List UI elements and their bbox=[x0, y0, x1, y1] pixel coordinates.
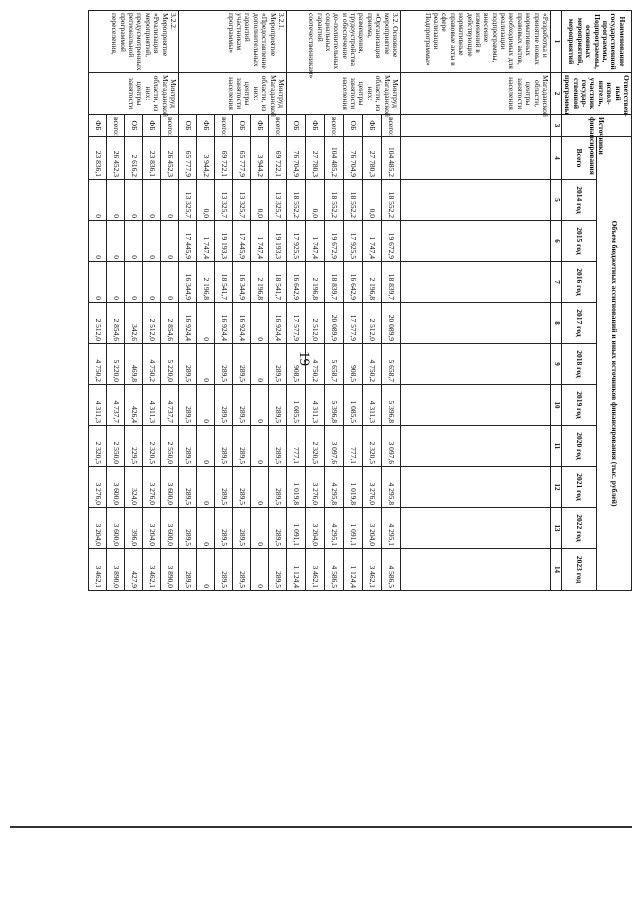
empty-cell bbox=[401, 549, 551, 591]
year-value: 3 276,0 bbox=[89, 467, 107, 508]
empty-cell bbox=[401, 221, 551, 262]
year-value: 20 089,9 bbox=[382, 303, 401, 344]
column-index: 4 bbox=[551, 137, 562, 180]
empty-cell bbox=[401, 180, 551, 221]
responsible-executor: Магаданской области, центры занятости населения bbox=[401, 73, 551, 115]
table-row bbox=[401, 11, 551, 591]
total-value: 3 944,2 bbox=[251, 137, 269, 180]
year-value: 0 bbox=[251, 549, 269, 591]
year-value: 0 bbox=[197, 549, 215, 591]
year-value: 289,5 bbox=[179, 344, 197, 385]
year-value: 2 196,8 bbox=[251, 262, 269, 303]
year-value: 427,9 bbox=[125, 549, 143, 591]
year-value: 20 089,9 bbox=[325, 303, 344, 344]
responsible-executor: Минтруд Магаданской области, из них: центры занятости населения bbox=[287, 73, 401, 115]
year-value: 0 bbox=[251, 385, 269, 426]
year-value: 289,5 bbox=[179, 549, 197, 591]
year-value: 4 295,1 bbox=[325, 508, 344, 549]
total-value: 76 704,9 bbox=[344, 137, 363, 180]
year-value: 908,5 bbox=[287, 344, 306, 385]
total-value: 26 452,3 bbox=[161, 137, 179, 180]
header-year: 2023 год bbox=[561, 549, 596, 591]
year-value: 777,1 bbox=[344, 426, 363, 467]
year-value: 289,5 bbox=[269, 508, 287, 549]
empty-cell bbox=[401, 426, 551, 467]
funding-source: ОБ bbox=[179, 115, 197, 137]
total-value: 76 704,9 bbox=[287, 137, 306, 180]
year-value: 289,5 bbox=[179, 385, 197, 426]
year-value: 4 586,5 bbox=[382, 549, 401, 591]
year-value: 16 924,4 bbox=[215, 303, 233, 344]
year-value: 5 396,8 bbox=[382, 385, 401, 426]
year-value: 0 bbox=[107, 180, 125, 221]
funding-source: ФБ bbox=[363, 115, 382, 137]
bottom-rule bbox=[10, 826, 632, 828]
year-value: 0 bbox=[89, 180, 107, 221]
year-value: 5 658,7 bbox=[325, 344, 344, 385]
year-value: 0 bbox=[143, 262, 161, 303]
year-value: 1 019,8 bbox=[344, 467, 363, 508]
header-year: 2019 год bbox=[561, 385, 596, 426]
year-value: 19 193,3 bbox=[269, 221, 287, 262]
year-value: 5 396,8 bbox=[325, 385, 344, 426]
funding-source: ОБ bbox=[287, 115, 306, 137]
year-value: 3 097,6 bbox=[325, 426, 344, 467]
year-value: 0 bbox=[143, 221, 161, 262]
year-value: 289,5 bbox=[179, 426, 197, 467]
year-value: 4 737,7 bbox=[107, 385, 125, 426]
year-value: 0,0 bbox=[251, 180, 269, 221]
year-value: 3 600,0 bbox=[161, 467, 179, 508]
year-value: 3 890,0 bbox=[107, 549, 125, 591]
column-index: 7 bbox=[551, 262, 562, 303]
year-value: 289,5 bbox=[215, 549, 233, 591]
year-value: 469,8 bbox=[125, 344, 143, 385]
table-body bbox=[89, 11, 551, 591]
year-value: 17 925,5 bbox=[344, 221, 363, 262]
funding-source: всего: bbox=[269, 115, 287, 137]
year-value: 17 577,9 bbox=[344, 303, 363, 344]
funding-source: всего: bbox=[382, 115, 401, 137]
year-value: 16 924,4 bbox=[269, 303, 287, 344]
empty-cell bbox=[401, 344, 551, 385]
year-value: 0 bbox=[251, 467, 269, 508]
year-value: 289,5 bbox=[179, 467, 197, 508]
year-value: 17 925,5 bbox=[287, 221, 306, 262]
empty-cell bbox=[401, 262, 551, 303]
column-index: 8 bbox=[551, 303, 562, 344]
total-value: 23 836,1 bbox=[89, 137, 107, 180]
year-value: 3 204,0 bbox=[143, 508, 161, 549]
year-value: 342,6 bbox=[125, 303, 143, 344]
column-index: 3 bbox=[551, 115, 562, 137]
total-value: 27 780,3 bbox=[363, 137, 382, 180]
header-year: 2014 год bbox=[561, 180, 596, 221]
table-row bbox=[269, 11, 287, 591]
year-value: 289,5 bbox=[269, 467, 287, 508]
year-value: 0 bbox=[197, 344, 215, 385]
year-value: 0 bbox=[125, 262, 143, 303]
responsible-executor: Минтруд Магаданской области, из них: центры занятости bbox=[89, 73, 179, 115]
year-value: 3 097,6 bbox=[382, 426, 401, 467]
year-value: 13 325,7 bbox=[215, 180, 233, 221]
year-value: 5 220,0 bbox=[161, 344, 179, 385]
year-value: 3 600,0 bbox=[107, 467, 125, 508]
year-value: 2 854,6 bbox=[161, 303, 179, 344]
year-value: 3 276,0 bbox=[363, 467, 382, 508]
column-index: 13 bbox=[551, 508, 562, 549]
year-value: 19 672,9 bbox=[382, 221, 401, 262]
year-value: 1 747,4 bbox=[306, 221, 325, 262]
year-value: 0 bbox=[251, 303, 269, 344]
year-value: 17 577,9 bbox=[287, 303, 306, 344]
year-value: 777,1 bbox=[287, 426, 306, 467]
year-value: 0 bbox=[251, 426, 269, 467]
year-value: 289,5 bbox=[233, 426, 251, 467]
funding-source: всего: bbox=[161, 115, 179, 137]
year-value: 13 325,7 bbox=[233, 180, 251, 221]
responsible-executor: Минтруд Магаданской области, из них: центры занятости населения bbox=[179, 73, 287, 115]
year-value: 4 311,3 bbox=[306, 385, 325, 426]
page-number: 19 bbox=[296, 351, 312, 366]
total-value: 69 722,1 bbox=[215, 137, 233, 180]
column-index: 5 bbox=[551, 180, 562, 221]
year-value: 1 085,5 bbox=[287, 385, 306, 426]
year-value: 0 bbox=[161, 262, 179, 303]
year-value: 3 462,1 bbox=[143, 549, 161, 591]
year-value: 1 747,4 bbox=[197, 221, 215, 262]
year-value: 2 320,5 bbox=[306, 426, 325, 467]
funding-source: ОБ bbox=[233, 115, 251, 137]
year-value: 18 839,7 bbox=[325, 262, 344, 303]
year-value: 3 462,1 bbox=[363, 549, 382, 591]
year-value: 1 124,4 bbox=[287, 549, 306, 591]
year-value: 1 085,5 bbox=[344, 385, 363, 426]
total-value: 26 452,3 bbox=[107, 137, 125, 180]
year-value: 2 320,5 bbox=[363, 426, 382, 467]
year-value: 13 325,7 bbox=[179, 180, 197, 221]
total-value: 3 944,2 bbox=[197, 137, 215, 180]
year-value: 0 bbox=[89, 221, 107, 262]
year-value: 18 552,2 bbox=[287, 180, 306, 221]
year-value: 2 550,0 bbox=[161, 426, 179, 467]
year-value: 0,0 bbox=[363, 180, 382, 221]
year-value: 0 bbox=[143, 180, 161, 221]
year-value: 289,5 bbox=[215, 508, 233, 549]
year-value: 5 220,0 bbox=[107, 344, 125, 385]
funding-source: всего: bbox=[215, 115, 233, 137]
total-value: 104 485,2 bbox=[382, 137, 401, 180]
year-value: 16 344,9 bbox=[233, 262, 251, 303]
total-value: 23 836,1 bbox=[143, 137, 161, 180]
year-value: 1 747,4 bbox=[363, 221, 382, 262]
header-year: 2018 год bbox=[561, 344, 596, 385]
funding-source: ФБ bbox=[306, 115, 325, 137]
year-value: 289,5 bbox=[215, 344, 233, 385]
funding-source: ОБ bbox=[125, 115, 143, 137]
year-value: 13 325,7 bbox=[269, 180, 287, 221]
year-value: 0 bbox=[197, 508, 215, 549]
header-year: 2016 год bbox=[561, 262, 596, 303]
empty-cell bbox=[401, 137, 551, 180]
funding-source: всего: bbox=[107, 115, 125, 137]
funding-source: всего: bbox=[325, 115, 344, 137]
year-value: 289,5 bbox=[269, 385, 287, 426]
year-value: 17 445,9 bbox=[179, 221, 197, 262]
year-value: 5 658,7 bbox=[382, 344, 401, 385]
header-year: 2020 год bbox=[561, 426, 596, 467]
header-year: 2021 год bbox=[561, 467, 596, 508]
empty-cell bbox=[401, 385, 551, 426]
year-value: 18 839,7 bbox=[382, 262, 401, 303]
year-value: 324,0 bbox=[125, 467, 143, 508]
year-value: 0 bbox=[197, 467, 215, 508]
year-value: 2 854,6 bbox=[107, 303, 125, 344]
empty-cell bbox=[401, 508, 551, 549]
column-index: 2 bbox=[551, 73, 562, 115]
year-value: 2 512,0 bbox=[363, 303, 382, 344]
total-value: 65 777,9 bbox=[233, 137, 251, 180]
funding-source: ФБ bbox=[89, 115, 107, 137]
year-value: 18 541,7 bbox=[215, 262, 233, 303]
column-index: 1 bbox=[551, 11, 562, 73]
year-value: 0,0 bbox=[197, 180, 215, 221]
year-value: 4 311,3 bbox=[363, 385, 382, 426]
year-value: 289,5 bbox=[179, 508, 197, 549]
year-value: 396,0 bbox=[125, 508, 143, 549]
year-value: 1 091,1 bbox=[287, 508, 306, 549]
header-year: 2017 год bbox=[561, 303, 596, 344]
year-value: 1 019,8 bbox=[287, 467, 306, 508]
year-value: 4 737,7 bbox=[161, 385, 179, 426]
column-index: 9 bbox=[551, 344, 562, 385]
funding-source: ОБ bbox=[344, 115, 363, 137]
year-value: 0 bbox=[251, 508, 269, 549]
year-value: 289,5 bbox=[233, 344, 251, 385]
year-value: 3 890,0 bbox=[161, 549, 179, 591]
column-index: 6 bbox=[551, 221, 562, 262]
year-value: 1 091,1 bbox=[344, 508, 363, 549]
total-value: 65 777,9 bbox=[179, 137, 197, 180]
year-value: 3 204,0 bbox=[363, 508, 382, 549]
year-value: 0,0 bbox=[306, 180, 325, 221]
year-value: 289,5 bbox=[233, 385, 251, 426]
year-value: 3 204,0 bbox=[89, 508, 107, 549]
year-value: 2 196,8 bbox=[363, 262, 382, 303]
year-value: 4 750,2 bbox=[143, 344, 161, 385]
year-value: 4 586,5 bbox=[325, 549, 344, 591]
measure-name: «Разработка и принятие новых нормативных правовых актов, необходимых для реализации подпрограммы, внесение изменений в действующие нормативные правовые акты в сфере реализации Подпрограммы» bbox=[401, 11, 551, 73]
funding-source: ФБ bbox=[143, 115, 161, 137]
year-value: 289,5 bbox=[233, 549, 251, 591]
year-value: 0 bbox=[161, 180, 179, 221]
year-value: 0 bbox=[197, 385, 215, 426]
measure-name: 3.2.2. Мероприятие «Реализация мероприятий, предусмотренных региональной программой переселения, bbox=[89, 11, 179, 73]
year-value: 18 552,2 bbox=[325, 180, 344, 221]
year-value: 229,5 bbox=[125, 426, 143, 467]
rotated-table-wrapper bbox=[93, 10, 632, 590]
header-total: Всего bbox=[561, 137, 596, 180]
year-value: 2 512,0 bbox=[143, 303, 161, 344]
year-value: 2 550,0 bbox=[107, 426, 125, 467]
header-name: Наименование государственной программы, Подпрограммы, основных мероприятий, мероприятий bbox=[561, 11, 631, 73]
year-value: 3 600,0 bbox=[161, 508, 179, 549]
table-row bbox=[161, 11, 179, 591]
year-value: 289,5 bbox=[269, 426, 287, 467]
year-value: 289,5 bbox=[215, 467, 233, 508]
year-value: 1 747,4 bbox=[251, 221, 269, 262]
year-value: 3 462,1 bbox=[89, 549, 107, 591]
year-value: 0 bbox=[251, 344, 269, 385]
total-value: 69 722,1 bbox=[269, 137, 287, 180]
header-responsible: Ответствен-ный испол-нитель, участник государ-ственной программы bbox=[561, 73, 631, 115]
year-value: 4 750,2 bbox=[89, 344, 107, 385]
measure-name: 3.2. Основное мероприятие «Организация приема, размещения, трудоустройства и обеспечение до-полнительных социальных гарантий соотечественникам» bbox=[287, 11, 401, 73]
year-value: 3 276,0 bbox=[306, 467, 325, 508]
year-value: 0 bbox=[125, 221, 143, 262]
year-value: 0 bbox=[125, 180, 143, 221]
year-value: 4 295,8 bbox=[325, 467, 344, 508]
year-value: 2 320,5 bbox=[143, 426, 161, 467]
total-value: 2 616,2 bbox=[125, 137, 143, 180]
column-index: 11 bbox=[551, 426, 562, 467]
header-volume: Объем бюджетных ассигнований и иных источников финансирования (тыс. рублей) bbox=[596, 137, 631, 591]
funding-source: ФБ bbox=[251, 115, 269, 137]
funding-source: ФБ bbox=[197, 115, 215, 137]
empty-cell bbox=[401, 115, 551, 137]
year-value: 3 276,0 bbox=[143, 467, 161, 508]
financing-table bbox=[88, 10, 632, 591]
year-value: 0 bbox=[197, 303, 215, 344]
year-value: 3 204,0 bbox=[306, 508, 325, 549]
year-value: 17 445,9 bbox=[233, 221, 251, 262]
year-value: 4 295,8 bbox=[382, 467, 401, 508]
year-value: 4 311,3 bbox=[89, 385, 107, 426]
measure-name: 3.2.1. Мероприятие «Предоставление дополнительных гарантий участникам программы» bbox=[179, 11, 287, 73]
year-value: 289,5 bbox=[269, 344, 287, 385]
year-value: 4 750,2 bbox=[363, 344, 382, 385]
year-value: 426,4 bbox=[125, 385, 143, 426]
year-value: 2 512,0 bbox=[306, 303, 325, 344]
year-value: 16 344,9 bbox=[179, 262, 197, 303]
year-value: 0 bbox=[161, 221, 179, 262]
year-value: 289,5 bbox=[215, 385, 233, 426]
year-value: 0 bbox=[107, 262, 125, 303]
year-value: 4 295,1 bbox=[382, 508, 401, 549]
year-value: 16 642,9 bbox=[287, 262, 306, 303]
year-value: 2 196,8 bbox=[197, 262, 215, 303]
year-value: 908,5 bbox=[344, 344, 363, 385]
year-value: 289,5 bbox=[269, 549, 287, 591]
year-value: 2 512,0 bbox=[89, 303, 107, 344]
year-value: 3 462,1 bbox=[306, 549, 325, 591]
year-value: 3 600,0 bbox=[107, 508, 125, 549]
year-value: 19 193,3 bbox=[215, 221, 233, 262]
year-value: 19 672,9 bbox=[325, 221, 344, 262]
total-value: 104 485,2 bbox=[325, 137, 344, 180]
year-value: 4 750,2 bbox=[306, 344, 325, 385]
year-value: 289,5 bbox=[215, 426, 233, 467]
header-year: 2022 год bbox=[561, 508, 596, 549]
year-value: 0 bbox=[107, 221, 125, 262]
year-value: 0 bbox=[89, 262, 107, 303]
year-value: 16 642,9 bbox=[344, 262, 363, 303]
year-value: 16 924,4 bbox=[233, 303, 251, 344]
header-year: 2015 год bbox=[561, 221, 596, 262]
total-value: 27 780,3 bbox=[306, 137, 325, 180]
table-row bbox=[382, 11, 401, 591]
year-value: 18 552,2 bbox=[344, 180, 363, 221]
column-index: 10 bbox=[551, 385, 562, 426]
year-value: 1 124,4 bbox=[344, 549, 363, 591]
year-value: 4 311,3 bbox=[143, 385, 161, 426]
year-value: 289,5 bbox=[233, 508, 251, 549]
year-value: 18 552,2 bbox=[382, 180, 401, 221]
year-value: 0 bbox=[197, 426, 215, 467]
year-value: 2 320,5 bbox=[89, 426, 107, 467]
year-value: 289,5 bbox=[233, 467, 251, 508]
year-value: 18 541,7 bbox=[269, 262, 287, 303]
empty-cell bbox=[401, 467, 551, 508]
column-index: 12 bbox=[551, 467, 562, 508]
header-source: Источники финансирования bbox=[561, 115, 631, 137]
empty-cell bbox=[401, 303, 551, 344]
year-value: 2 196,8 bbox=[306, 262, 325, 303]
column-index: 14 bbox=[551, 549, 562, 591]
year-value: 16 924,4 bbox=[179, 303, 197, 344]
